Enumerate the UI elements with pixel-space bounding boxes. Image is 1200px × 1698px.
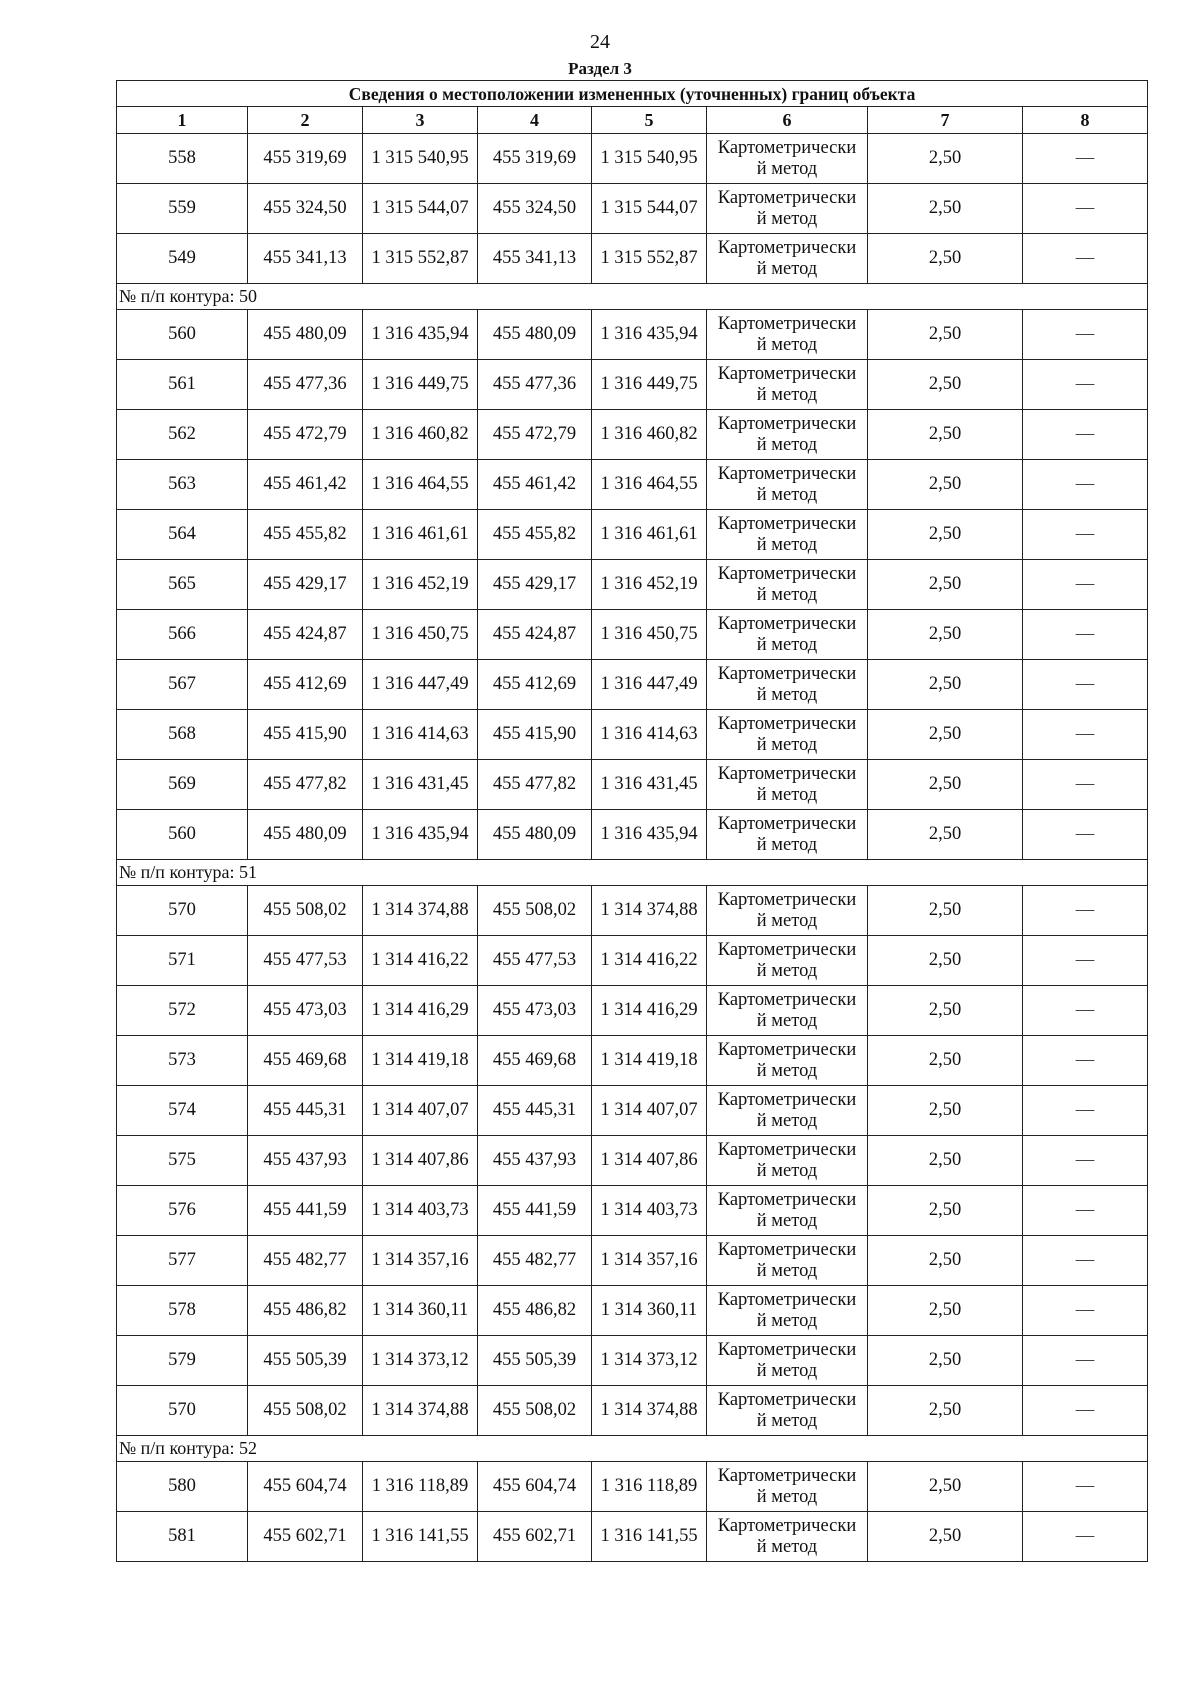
cell-description: —: [1023, 1086, 1148, 1136]
cell-old-y: 1 314 419,18: [363, 1036, 478, 1086]
cell-old-x: 455 602,71: [248, 1512, 363, 1562]
cell-new-y: 1 314 407,07: [592, 1086, 707, 1136]
cell-description: —: [1023, 460, 1148, 510]
cell-new-y: 1 316 449,75: [592, 360, 707, 410]
cell-old-x: 455 441,59: [248, 1186, 363, 1236]
cell-method: Картометрически й метод: [707, 184, 868, 234]
cell-accuracy: 2,50: [868, 1512, 1023, 1562]
cell-new-x: 455 477,36: [478, 360, 592, 410]
cell-new-x: 455 477,53: [478, 936, 592, 986]
cell-method: Картометрически й метод: [707, 360, 868, 410]
cell-method: Картометрически й метод: [707, 610, 868, 660]
cell-accuracy: 2,50: [868, 886, 1023, 936]
column-number: 3: [363, 107, 478, 134]
cell-new-y: 1 314 403,73: [592, 1186, 707, 1236]
table-row: [117, 610, 1148, 660]
table-row: [117, 886, 1148, 936]
cell-description: —: [1023, 936, 1148, 986]
cell-new-y: 1 315 552,87: [592, 234, 707, 284]
cell-new-y: 1 314 357,16: [592, 1236, 707, 1286]
cell-method: Картометрически й метод: [707, 460, 868, 510]
cell-accuracy: 2,50: [868, 760, 1023, 810]
cell-old-y: 1 316 431,45: [363, 760, 478, 810]
table-title: Сведения о местоположении измененных (уточненных) границ объекта: [117, 81, 1148, 107]
cell-new-y: 1 316 414,63: [592, 710, 707, 760]
cell-description: —: [1023, 310, 1148, 360]
table-row: [117, 1336, 1148, 1386]
cell-old-y: 1 314 416,22: [363, 936, 478, 986]
cell-accuracy: 2,50: [868, 360, 1023, 410]
table-row: [117, 1462, 1148, 1512]
cell-old-y: 1 316 435,94: [363, 810, 478, 860]
cell-new-y: 1 314 374,88: [592, 1386, 707, 1436]
contour-label: № п/п контура: 50: [117, 284, 1148, 310]
table-row: [117, 134, 1148, 184]
column-number-row: [117, 107, 1148, 134]
cell-description: —: [1023, 1136, 1148, 1186]
cell-new-x: 455 424,87: [478, 610, 592, 660]
column-number: 4: [478, 107, 592, 134]
cell-new-x: 455 324,50: [478, 184, 592, 234]
cell-old-y: 1 314 407,07: [363, 1086, 478, 1136]
cell-new-x: 455 461,42: [478, 460, 592, 510]
cell-new-y: 1 316 450,75: [592, 610, 707, 660]
contour-label: № п/п контура: 52: [117, 1436, 1148, 1462]
cell-old-y: 1 314 360,11: [363, 1286, 478, 1336]
cell-old-y: 1 316 118,89: [363, 1462, 478, 1512]
cell-accuracy: 2,50: [868, 1086, 1023, 1136]
cell-new-y: 1 316 435,94: [592, 810, 707, 860]
cell-point-number: 580: [117, 1462, 248, 1512]
cell-new-x: 455 508,02: [478, 1386, 592, 1436]
table-row: [117, 760, 1148, 810]
cell-accuracy: 2,50: [868, 1336, 1023, 1386]
cell-new-x: 455 455,82: [478, 510, 592, 560]
cell-old-y: 1 316 141,55: [363, 1512, 478, 1562]
cell-new-x: 455 482,77: [478, 1236, 592, 1286]
cell-old-y: 1 314 374,88: [363, 1386, 478, 1436]
cell-old-y: 1 316 461,61: [363, 510, 478, 560]
cell-old-y: 1 316 435,94: [363, 310, 478, 360]
cell-description: —: [1023, 1336, 1148, 1386]
table-title-row: [117, 81, 1148, 107]
cell-old-x: 455 508,02: [248, 886, 363, 936]
cell-new-y: 1 314 360,11: [592, 1286, 707, 1336]
cell-method: Картометрически й метод: [707, 560, 868, 610]
cell-old-y: 1 314 373,12: [363, 1336, 478, 1386]
cell-accuracy: 2,50: [868, 460, 1023, 510]
cell-new-y: 1 314 416,22: [592, 936, 707, 986]
cell-new-y: 1 314 407,86: [592, 1136, 707, 1186]
cell-old-y: 1 314 403,73: [363, 1186, 478, 1236]
cell-point-number: 576: [117, 1186, 248, 1236]
cell-point-number: 560: [117, 310, 248, 360]
cell-method: Картометрически й метод: [707, 1186, 868, 1236]
table-body: [117, 134, 1148, 1562]
cell-point-number: 549: [117, 234, 248, 284]
table-row: [117, 460, 1148, 510]
cell-description: —: [1023, 234, 1148, 284]
cell-method: Картометрически й метод: [707, 936, 868, 986]
cell-method: Картометрически й метод: [707, 134, 868, 184]
table-row: [117, 510, 1148, 560]
cell-description: —: [1023, 986, 1148, 1036]
cell-new-x: 455 480,09: [478, 810, 592, 860]
cell-new-y: 1 316 435,94: [592, 310, 707, 360]
cell-point-number: 565: [117, 560, 248, 610]
cell-point-number: 572: [117, 986, 248, 1036]
table-row: [117, 560, 1148, 610]
cell-new-x: 455 415,90: [478, 710, 592, 760]
cell-method: Картометрически й метод: [707, 410, 868, 460]
cell-accuracy: 2,50: [868, 1386, 1023, 1436]
section-label: Раздел 3: [568, 59, 632, 78]
table-row: [117, 234, 1148, 284]
table-row: [117, 936, 1148, 986]
cell-point-number: 577: [117, 1236, 248, 1286]
table-row: [117, 1236, 1148, 1286]
cell-accuracy: 2,50: [868, 410, 1023, 460]
cell-description: —: [1023, 360, 1148, 410]
cell-accuracy: 2,50: [868, 710, 1023, 760]
cell-new-y: 1 314 374,88: [592, 886, 707, 936]
table-row: [117, 1386, 1148, 1436]
cell-old-x: 455 508,02: [248, 1386, 363, 1436]
cell-new-y: 1 316 118,89: [592, 1462, 707, 1512]
cell-new-y: 1 316 141,55: [592, 1512, 707, 1562]
cell-new-y: 1 316 464,55: [592, 460, 707, 510]
cell-point-number: 574: [117, 1086, 248, 1136]
cell-new-x: 455 604,74: [478, 1462, 592, 1512]
cell-point-number: 567: [117, 660, 248, 710]
cell-description: —: [1023, 1286, 1148, 1336]
column-number: 7: [868, 107, 1023, 134]
cell-old-x: 455 477,82: [248, 760, 363, 810]
cell-new-x: 455 473,03: [478, 986, 592, 1036]
cell-method: Картометрически й метод: [707, 1236, 868, 1286]
cell-old-x: 455 341,13: [248, 234, 363, 284]
cell-accuracy: 2,50: [868, 134, 1023, 184]
cell-method: Картометрически й метод: [707, 310, 868, 360]
cell-new-y: 1 316 461,61: [592, 510, 707, 560]
cell-point-number: 569: [117, 760, 248, 810]
cell-description: —: [1023, 710, 1148, 760]
cell-method: Картометрически й метод: [707, 1386, 868, 1436]
cell-new-y: 1 316 447,49: [592, 660, 707, 710]
table-row: [117, 986, 1148, 1036]
cell-point-number: 570: [117, 886, 248, 936]
cell-point-number: 579: [117, 1336, 248, 1386]
cell-new-y: 1 315 544,07: [592, 184, 707, 234]
page-number: 24: [590, 31, 610, 53]
cell-accuracy: 2,50: [868, 1136, 1023, 1186]
cell-description: —: [1023, 886, 1148, 936]
cell-point-number: 563: [117, 460, 248, 510]
cell-point-number: 560: [117, 810, 248, 860]
cell-new-x: 455 429,17: [478, 560, 592, 610]
cell-method: Картометрически й метод: [707, 1512, 868, 1562]
table-row: [117, 410, 1148, 460]
cell-old-x: 455 604,74: [248, 1462, 363, 1512]
cell-old-x: 455 473,03: [248, 986, 363, 1036]
column-number: 2: [248, 107, 363, 134]
cell-accuracy: 2,50: [868, 510, 1023, 560]
table-row: [117, 1086, 1148, 1136]
cell-accuracy: 2,50: [868, 660, 1023, 710]
cell-new-x: 455 441,59: [478, 1186, 592, 1236]
cell-old-y: 1 316 450,75: [363, 610, 478, 660]
cell-accuracy: 2,50: [868, 1286, 1023, 1336]
cell-old-x: 455 319,69: [248, 134, 363, 184]
cell-point-number: 561: [117, 360, 248, 410]
cell-new-x: 455 445,31: [478, 1086, 592, 1136]
cell-old-y: 1 316 447,49: [363, 660, 478, 710]
cell-old-x: 455 412,69: [248, 660, 363, 710]
cell-new-x: 455 437,93: [478, 1136, 592, 1186]
cell-description: —: [1023, 1462, 1148, 1512]
table-row: [117, 360, 1148, 410]
cell-old-x: 455 415,90: [248, 710, 363, 760]
boundary-coordinates-table: [116, 80, 1148, 1562]
cell-method: Картометрически й метод: [707, 1286, 868, 1336]
cell-method: Картометрически й метод: [707, 1036, 868, 1086]
table-row: [117, 710, 1148, 760]
cell-old-x: 455 324,50: [248, 184, 363, 234]
cell-accuracy: 2,50: [868, 184, 1023, 234]
cell-description: —: [1023, 510, 1148, 560]
cell-old-x: 455 472,79: [248, 410, 363, 460]
cell-accuracy: 2,50: [868, 1462, 1023, 1512]
cell-description: —: [1023, 1186, 1148, 1236]
cell-description: —: [1023, 660, 1148, 710]
cell-method: Картометрически й метод: [707, 660, 868, 710]
cell-method: Картометрически й метод: [707, 810, 868, 860]
cell-old-x: 455 477,36: [248, 360, 363, 410]
cell-accuracy: 2,50: [868, 1186, 1023, 1236]
cell-old-x: 455 437,93: [248, 1136, 363, 1186]
cell-old-x: 455 455,82: [248, 510, 363, 560]
cell-description: —: [1023, 810, 1148, 860]
cell-accuracy: 2,50: [868, 1236, 1023, 1286]
cell-description: —: [1023, 1512, 1148, 1562]
cell-method: Картометрически й метод: [707, 1462, 868, 1512]
cell-old-x: 455 480,09: [248, 310, 363, 360]
table-row: [117, 310, 1148, 360]
cell-new-y: 1 314 416,29: [592, 986, 707, 1036]
cell-accuracy: 2,50: [868, 986, 1023, 1036]
table-row: [117, 1136, 1148, 1186]
cell-accuracy: 2,50: [868, 610, 1023, 660]
cell-new-x: 455 508,02: [478, 886, 592, 936]
contour-label: № п/п контура: 51: [117, 860, 1148, 886]
cell-new-x: 455 486,82: [478, 1286, 592, 1336]
cell-new-x: 455 412,69: [478, 660, 592, 710]
cell-description: —: [1023, 560, 1148, 610]
cell-old-x: 455 486,82: [248, 1286, 363, 1336]
cell-description: —: [1023, 1036, 1148, 1086]
cell-point-number: 575: [117, 1136, 248, 1186]
cell-accuracy: 2,50: [868, 1036, 1023, 1086]
cell-new-x: 455 480,09: [478, 310, 592, 360]
cell-old-y: 1 316 452,19: [363, 560, 478, 610]
cell-description: —: [1023, 184, 1148, 234]
column-number: 5: [592, 107, 707, 134]
cell-method: Картометрически й метод: [707, 986, 868, 1036]
cell-old-y: 1 316 414,63: [363, 710, 478, 760]
cell-new-y: 1 316 452,19: [592, 560, 707, 610]
cell-new-y: 1 316 460,82: [592, 410, 707, 460]
table-row: [117, 1036, 1148, 1086]
cell-new-x: 455 469,68: [478, 1036, 592, 1086]
cell-point-number: 568: [117, 710, 248, 760]
cell-method: Картометрически й метод: [707, 710, 868, 760]
cell-point-number: 573: [117, 1036, 248, 1086]
cell-old-y: 1 315 540,95: [363, 134, 478, 184]
cell-description: —: [1023, 1236, 1148, 1286]
cell-point-number: 581: [117, 1512, 248, 1562]
cell-old-x: 455 482,77: [248, 1236, 363, 1286]
table-row: [117, 1186, 1148, 1236]
cell-old-x: 455 505,39: [248, 1336, 363, 1386]
column-number: 1: [117, 107, 248, 134]
cell-method: Картометрически й метод: [707, 886, 868, 936]
table-row: [117, 184, 1148, 234]
cell-old-x: 455 480,09: [248, 810, 363, 860]
cell-point-number: 578: [117, 1286, 248, 1336]
cell-new-y: 1 316 431,45: [592, 760, 707, 810]
cell-point-number: 571: [117, 936, 248, 986]
cell-old-y: 1 314 416,29: [363, 986, 478, 1036]
cell-method: Картометрически й метод: [707, 510, 868, 560]
cell-old-x: 455 469,68: [248, 1036, 363, 1086]
cell-old-y: 1 316 464,55: [363, 460, 478, 510]
cell-point-number: 564: [117, 510, 248, 560]
cell-old-y: 1 316 460,82: [363, 410, 478, 460]
cell-new-y: 1 315 540,95: [592, 134, 707, 184]
cell-method: Картометрически й метод: [707, 234, 868, 284]
contour-header-row: [117, 284, 1148, 310]
cell-description: —: [1023, 610, 1148, 660]
cell-old-x: 455 429,17: [248, 560, 363, 610]
cell-new-x: 455 477,82: [478, 760, 592, 810]
cell-new-y: 1 314 419,18: [592, 1036, 707, 1086]
contour-header-row: [117, 860, 1148, 886]
cell-old-y: 1 316 449,75: [363, 360, 478, 410]
cell-old-x: 455 461,42: [248, 460, 363, 510]
table-row: [117, 810, 1148, 860]
table-row: [117, 660, 1148, 710]
cell-accuracy: 2,50: [868, 234, 1023, 284]
cell-description: —: [1023, 760, 1148, 810]
table-row: [117, 1512, 1148, 1562]
cell-method: Картометрически й метод: [707, 1336, 868, 1386]
cell-new-x: 455 472,79: [478, 410, 592, 460]
cell-old-x: 455 445,31: [248, 1086, 363, 1136]
cell-old-x: 455 424,87: [248, 610, 363, 660]
cell-old-y: 1 314 374,88: [363, 886, 478, 936]
cell-description: —: [1023, 134, 1148, 184]
cell-accuracy: 2,50: [868, 810, 1023, 860]
cell-accuracy: 2,50: [868, 560, 1023, 610]
cell-method: Картометрически й метод: [707, 760, 868, 810]
cell-description: —: [1023, 410, 1148, 460]
cell-old-x: 455 477,53: [248, 936, 363, 986]
cell-new-x: 455 319,69: [478, 134, 592, 184]
column-number: 8: [1023, 107, 1148, 134]
cell-old-y: 1 315 544,07: [363, 184, 478, 234]
cell-point-number: 562: [117, 410, 248, 460]
cell-point-number: 559: [117, 184, 248, 234]
cell-new-y: 1 314 373,12: [592, 1336, 707, 1386]
cell-new-x: 455 602,71: [478, 1512, 592, 1562]
cell-old-y: 1 314 407,86: [363, 1136, 478, 1186]
cell-accuracy: 2,50: [868, 936, 1023, 986]
cell-accuracy: 2,50: [868, 310, 1023, 360]
cell-new-x: 455 505,39: [478, 1336, 592, 1386]
cell-old-y: 1 315 552,87: [363, 234, 478, 284]
contour-header-row: [117, 1436, 1148, 1462]
table-row: [117, 1286, 1148, 1336]
cell-point-number: 566: [117, 610, 248, 660]
cell-new-x: 455 341,13: [478, 234, 592, 284]
cell-point-number: 570: [117, 1386, 248, 1436]
cell-method: Картометрически й метод: [707, 1136, 868, 1186]
cell-old-y: 1 314 357,16: [363, 1236, 478, 1286]
cell-point-number: 558: [117, 134, 248, 184]
cell-method: Картометрически й метод: [707, 1086, 868, 1136]
column-number: 6: [707, 107, 868, 134]
cell-description: —: [1023, 1386, 1148, 1436]
